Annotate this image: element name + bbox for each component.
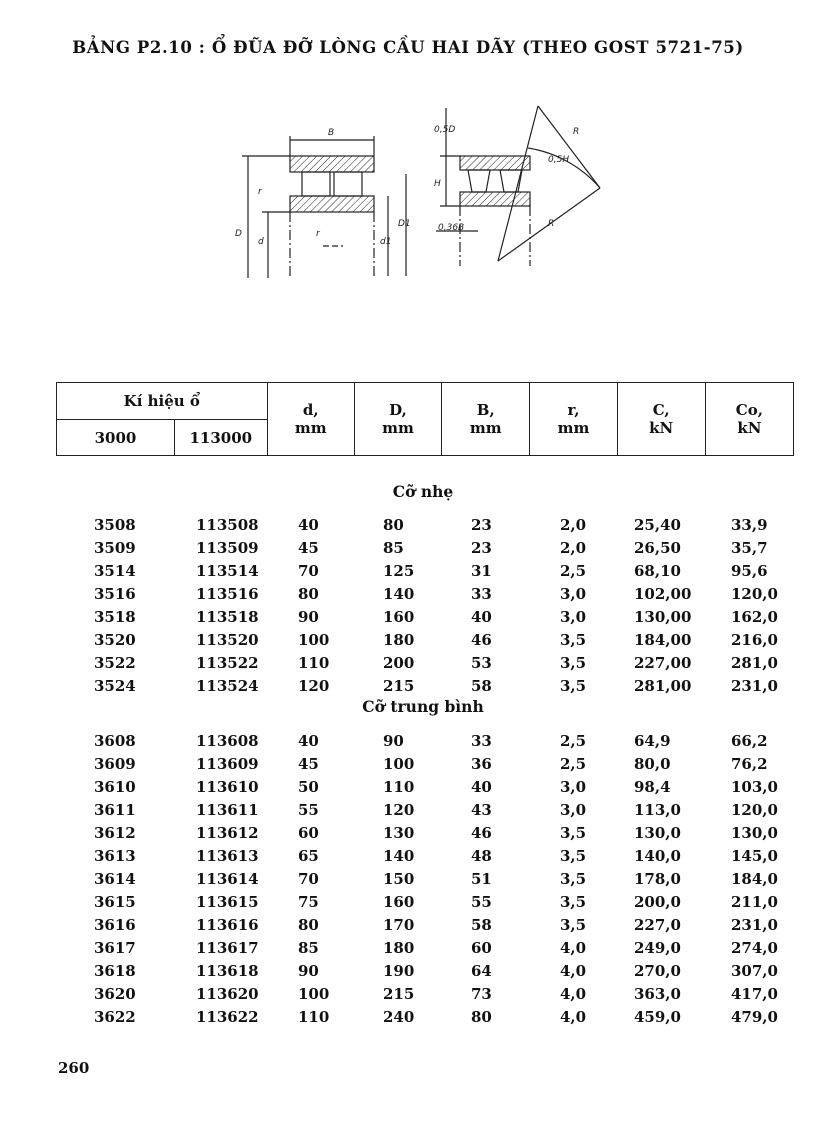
table-cell: 113516 [196,585,259,603]
label-d1: d1 [380,237,392,247]
table-cell: 100 [298,985,330,1003]
table-cell: 3,0 [560,608,587,626]
header-r: r, mm [530,383,617,456]
table-cell: 145,0 [731,847,778,865]
table-cell: 73 [471,985,492,1003]
header-kihieu: Kí hiệu ổ [57,383,268,420]
table-cell: 240 [383,1008,415,1026]
table-row [0,893,816,916]
table-cell: 53 [471,654,492,672]
table-cell: 249,0 [634,939,681,957]
table-cell: 51 [471,870,492,888]
table-cell: 3518 [94,608,136,626]
table-row [0,654,816,677]
table-cell: 70 [298,870,319,888]
table-cell: 33,9 [731,516,768,534]
table-cell: 40 [298,516,319,534]
table-row [0,824,816,847]
table-cell: 459,0 [634,1008,681,1026]
table-cell: 3,0 [560,801,587,819]
table-cell: 113514 [196,562,259,580]
table-row [0,732,816,755]
table-cell: 113518 [196,608,259,626]
table-cell: 180 [383,631,415,649]
table-cell: 120 [298,677,330,695]
table-cell: 33 [471,732,492,750]
label-D: D [235,229,242,239]
table-cell: 68,10 [634,562,681,580]
label-R-outer: R [573,127,580,137]
table-cell: 25,40 [634,516,681,534]
table-cell: 3622 [94,1008,136,1026]
bearing-drawing [228,96,618,286]
table-row [0,939,816,962]
label-d: d [258,237,264,247]
table-cell: 45 [298,755,319,773]
table-cell: 140,0 [634,847,681,865]
table-cell: 113608 [196,732,259,750]
table-cell: 103,0 [731,778,778,796]
table-cell: 80 [298,916,319,934]
table-cell: 180 [383,939,415,957]
table-cell: 281,00 [634,677,692,695]
table-cell: 3620 [94,985,136,1003]
table-cell: 3524 [94,677,136,695]
table-cell: 76,2 [731,755,768,773]
table-cell: 4,0 [560,1008,587,1026]
table-cell: 140 [383,585,415,603]
table-cell: 85 [383,539,404,557]
table-cell: 40 [471,778,492,796]
table-cell: 215 [383,677,415,695]
table-cell: 4,0 [560,985,587,1003]
table-cell: 60 [471,939,492,957]
table-row [0,608,816,631]
table-row [0,985,816,1008]
table-cell: 130,0 [731,824,778,842]
table-cell: 48 [471,847,492,865]
table-cell: 274,0 [731,939,778,957]
table-cell: 45 [298,539,319,557]
table-cell: 102,00 [634,585,692,603]
table-cell: 363,0 [634,985,681,1003]
section-heading-light: Cỡ nhẹ [392,482,454,501]
table-row [0,962,816,985]
table-cell: 110 [298,654,330,672]
table-cell: 184,0 [731,870,778,888]
table-cell: 3612 [94,824,136,842]
table-cell: 162,0 [731,608,778,626]
table-cell: 3,5 [560,916,587,934]
label-D1: D1 [398,219,411,229]
table-cell: 120,0 [731,801,778,819]
table-cell: 3608 [94,732,136,750]
table-cell: 75 [298,893,319,911]
table-cell: 100 [298,631,330,649]
table-cell: 2,0 [560,539,587,557]
table-cell: 113520 [196,631,259,649]
table-cell: 100 [383,755,415,773]
table-cell: 50 [298,778,319,796]
table-cell: 3614 [94,870,136,888]
bearing-cross-section-svg [228,96,618,286]
table-cell: 130 [383,824,415,842]
table-cell: 125 [383,562,415,580]
table-row [0,539,816,562]
table-row [0,755,816,778]
table-cell: 3508 [94,516,136,534]
table-cell: 113615 [196,893,259,911]
table-cell: 3616 [94,916,136,934]
label-half-H: 0,5H [548,155,570,165]
table-cell: 113610 [196,778,259,796]
header-Co: Co, kN [705,383,793,456]
table-cell: 95,6 [731,562,768,580]
table-cell: 3,5 [560,870,587,888]
table-cell: 3617 [94,939,136,957]
table-cell: 113508 [196,516,259,534]
table-cell: 90 [298,962,319,980]
table-cell: 80 [383,516,404,534]
table-cell: 3522 [94,654,136,672]
page-title: BẢNG P2.10 : Ổ ĐŨA ĐỠ LÒNG CẦU HAI DÃY (THEO GOST 5721-75) [72,38,744,57]
table-cell: 120 [383,801,415,819]
table-header [56,382,794,456]
table-row [0,778,816,801]
table-cell: 4,0 [560,962,587,980]
table-cell: 170 [383,916,415,934]
label-R-inner: R [548,219,555,229]
table-cell: 90 [298,608,319,626]
table-row [0,916,816,939]
label-r-left: r [258,187,262,197]
table-cell: 55 [471,893,492,911]
table-cell: 65 [298,847,319,865]
table-cell: 80,0 [634,755,671,773]
table-row [0,801,816,824]
table-cell: 2,5 [560,755,587,773]
table-cell: 3,5 [560,654,587,672]
table-cell: 113622 [196,1008,259,1026]
table-row [0,562,816,585]
table-cell: 113614 [196,870,259,888]
table-cell: 113612 [196,824,259,842]
table-cell: 40 [471,608,492,626]
table-cell: 26,50 [634,539,681,557]
table-cell: 215 [383,985,415,1003]
table-cell: 2,0 [560,516,587,534]
label-r-inner: r [316,229,320,239]
table-cell: 231,0 [731,916,778,934]
table-row [0,870,816,893]
table-cell: 3,5 [560,893,587,911]
table-cell: 46 [471,824,492,842]
table-cell: 3514 [94,562,136,580]
table-cell: 227,00 [634,654,692,672]
table-cell: 4,0 [560,939,587,957]
table-cell: 55 [298,801,319,819]
table-cell: 190 [383,962,415,980]
table-cell: 216,0 [731,631,778,649]
table-cell: 3,5 [560,847,587,865]
table-row [0,631,816,654]
table-cell: 3615 [94,893,136,911]
table-cell: 3,5 [560,824,587,842]
table-cell: 113617 [196,939,259,957]
table-cell: 36 [471,755,492,773]
table-cell: 200,0 [634,893,681,911]
label-H: H [434,179,441,189]
table-cell: 178,0 [634,870,681,888]
table-cell: 3,0 [560,585,587,603]
table-cell: 113616 [196,916,259,934]
table-cell: 98,4 [634,778,671,796]
table-cell: 3611 [94,801,136,819]
table-cell: 113524 [196,677,259,695]
table-cell: 130,00 [634,608,692,626]
table-cell: 281,0 [731,654,778,672]
table-cell: 110 [298,1008,330,1026]
table-cell: 184,00 [634,631,692,649]
table-cell: 64,9 [634,732,671,750]
table-cell: 58 [471,916,492,934]
table-cell: 33 [471,585,492,603]
table-cell: 140 [383,847,415,865]
header-d: d, mm [267,383,354,456]
table-cell: 3618 [94,962,136,980]
table-cell: 417,0 [731,985,778,1003]
table-cell: 23 [471,516,492,534]
table-cell: 60 [298,824,319,842]
table-cell: 31 [471,562,492,580]
table-row [0,847,816,870]
table-cell: 113620 [196,985,259,1003]
table-cell: 200 [383,654,415,672]
label-half-D: 0,5D [434,125,456,135]
table-cell: 3610 [94,778,136,796]
section-heading-medium: Cỡ trung bình [362,697,484,716]
table-cell: 110 [383,778,415,796]
table-cell: 2,5 [560,562,587,580]
rows-medium [0,732,816,1031]
header-D: D, mm [354,383,441,456]
table-cell: 3516 [94,585,136,603]
header-C: C, kN [617,383,705,456]
table-cell: 66,2 [731,732,768,750]
rows-light [0,516,816,700]
table-cell: 43 [471,801,492,819]
table-cell: 113611 [196,801,259,819]
label-B: B [328,128,335,138]
table-cell: 3613 [94,847,136,865]
table-cell: 160 [383,893,415,911]
table-cell: 3509 [94,539,136,557]
table-cell: 113613 [196,847,259,865]
table-cell: 113609 [196,755,259,773]
table-cell: 80 [471,1008,492,1026]
table-cell: 3,0 [560,778,587,796]
table-cell: 58 [471,677,492,695]
page-number: 260 [58,1059,90,1077]
table-cell: 113522 [196,654,259,672]
table-cell: 35,7 [731,539,768,557]
table-cell: 231,0 [731,677,778,695]
header-3000: 3000 [57,420,175,456]
table-cell: 3,5 [560,677,587,695]
table-cell: 2,5 [560,732,587,750]
table-cell: 40 [298,732,319,750]
table-cell: 160 [383,608,415,626]
table-cell: 130,0 [634,824,681,842]
table-cell: 227,0 [634,916,681,934]
table-cell: 3609 [94,755,136,773]
header-113000: 113000 [174,420,267,456]
label-036B: 0,36B [438,223,465,233]
table-row [0,585,816,608]
table-cell: 113509 [196,539,259,557]
table-cell: 85 [298,939,319,957]
table-cell: 80 [298,585,319,603]
table-cell: 307,0 [731,962,778,980]
table-row [0,516,816,539]
table-cell: 270,0 [634,962,681,980]
table-cell: 113,0 [634,801,681,819]
table-cell: 46 [471,631,492,649]
table-cell: 211,0 [731,893,778,911]
table-cell: 3520 [94,631,136,649]
table-cell: 64 [471,962,492,980]
table-cell: 70 [298,562,319,580]
table-cell: 3,5 [560,631,587,649]
table-cell: 479,0 [731,1008,778,1026]
table-cell: 90 [383,732,404,750]
table-cell: 120,0 [731,585,778,603]
table-row [0,1008,816,1031]
table-cell: 150 [383,870,415,888]
header-B: B, mm [442,383,530,456]
table-cell: 23 [471,539,492,557]
table-cell: 113618 [196,962,259,980]
